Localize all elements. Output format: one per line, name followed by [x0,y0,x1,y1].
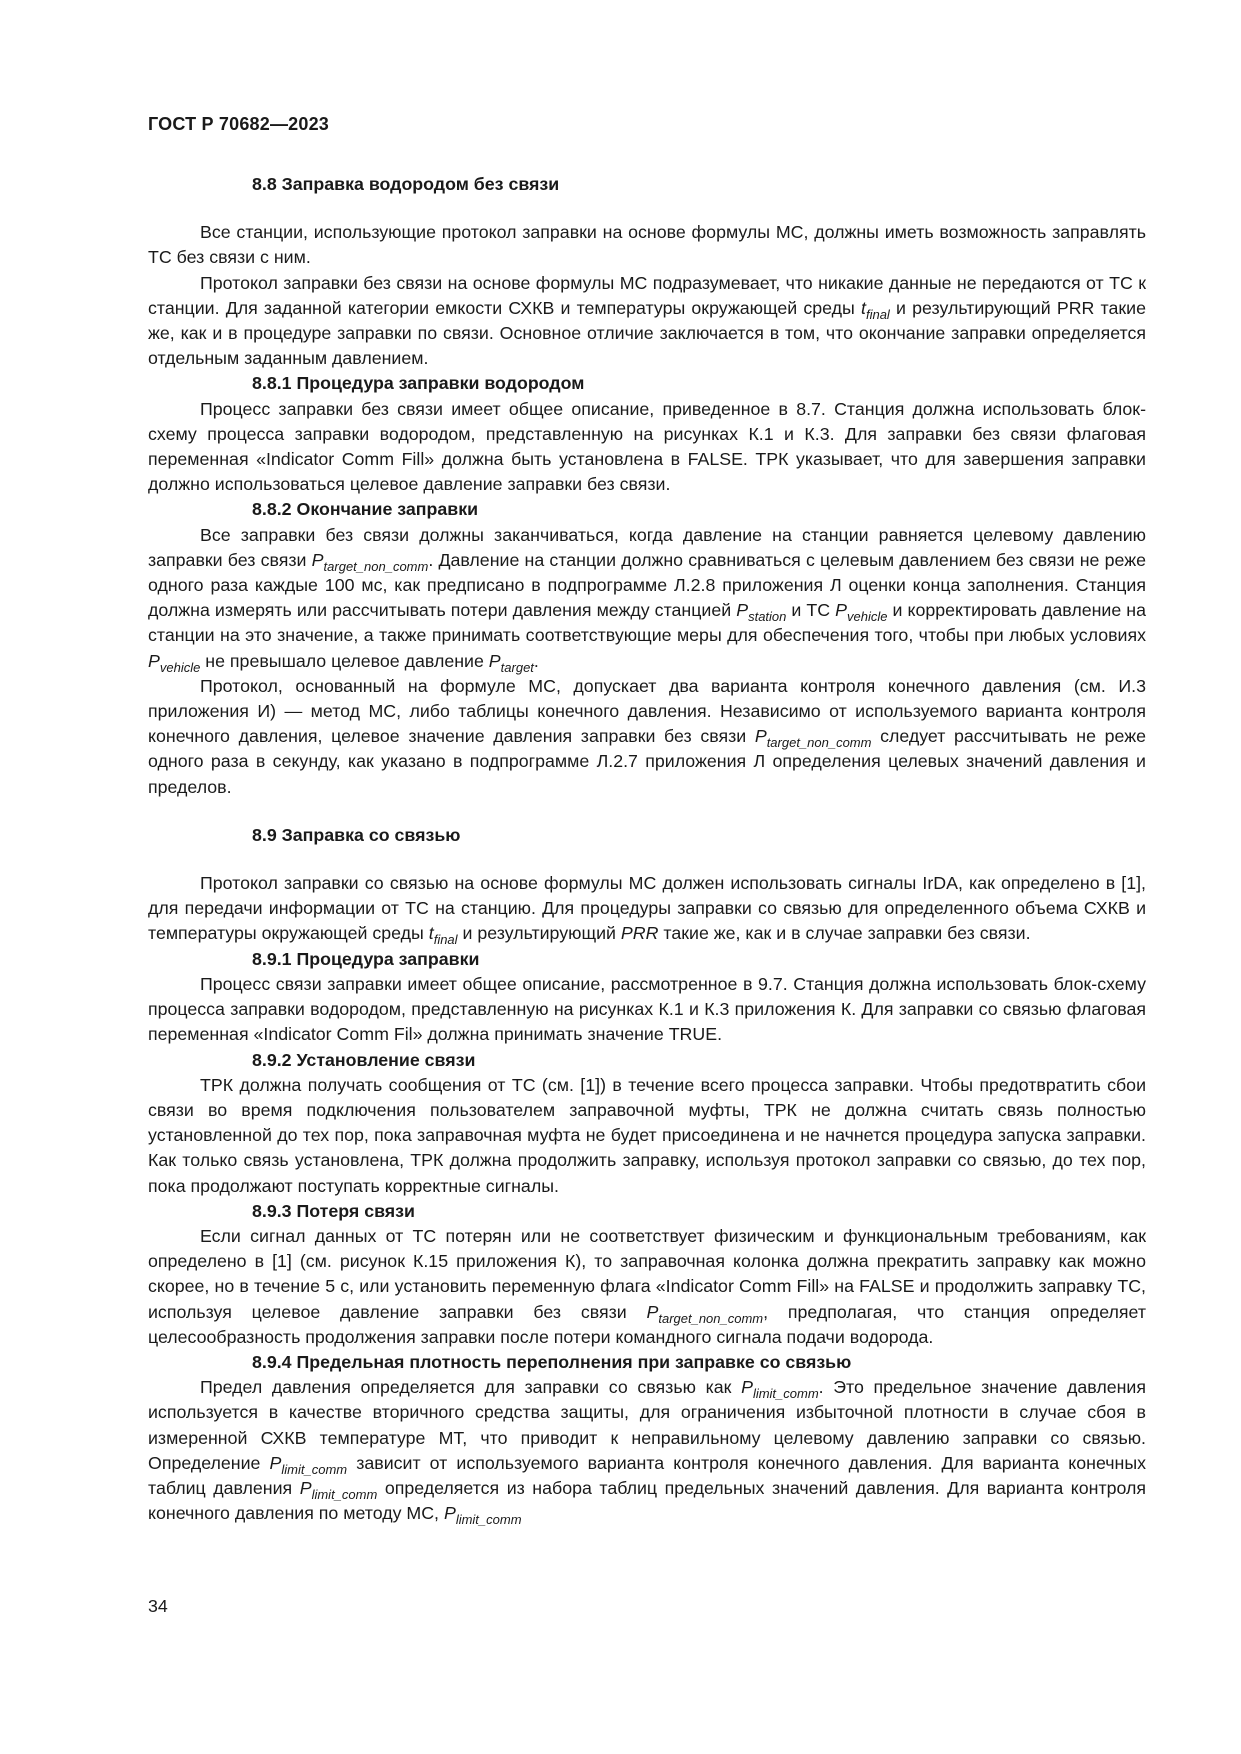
page-number: 34 [148,1596,168,1616]
paragraph: Протокол заправки без связи на основе формулы МС подразумевает, что никакие данные не передаются от ТС к станции. Для заданной категории емкости СХКВ и температуры окружающей среды $t_{final}$ и результирующий PRR такие же, как и в процедуре заправки по связи. Основное отличие заключается в том, что окончание заправки определяется отдельным заданным давлением. [148,272,1146,369]
section-heading-8-8: 8.8 Заправка водородом без связи [252,174,560,194]
section-heading-8-9-2: 8.9.2 Установление связи [252,1049,476,1070]
paragraph: ТРК должна получать сообщения от ТС (см. [1]) в течение всего процесса заправки. Чтобы предотвратить сбои связи во время подключения пользователем заправочной муфты, ТРК не должна считать связь полностью установленной до тех пор, пока заправочная муфта не будет присоединена и не начнется процедура запуска заправки. Как только связь установлена, ТРК должна продолжить заправку, используя протокол заправки со связью, до тех пор, пока продолжают поступать корректные сигналы. [148,1074,1146,1196]
paragraph: Протокол, основанный на формуле МС, допускает два варианта контроля конечного давления (см. И.3 приложения И) — метод МС, либо таблицы конечного давления. Независимо от используемого варианта контроля конечного давления, целевое значение давления заправки без связи $P_{target\_non\_comm}$ следует рассчитывать не реже одного раза в секунду, как указано в подпрограмме Л.2.7 приложения Л определения целевых значений давления и пределов. [148,675,1146,797]
section-heading-8-9-3: 8.9.3 Потеря связи [252,1200,415,1221]
paragraph: Если сигнал данных от ТС потерян или не соответствует физическим и функциональным требованиям, как определено в [1] (см. рисунок К.15 приложения К), то заправочная колонка должна прекратить заправку как можно скорее, но в течение 5 с, или установить переменную флага «Indicator Comm Fill» на FALSE и продолжить заправку ТС, используя целевое давление заправки без связи $P_{target\_non\_comm}$, предполагая, что станция определяет целесообразность продолжения заправки после потери командного сигнала подачи водорода. [148,1225,1146,1347]
paragraph: Протокол заправки со связью на основе формулы МС должен использовать сигналы IrDA, как определено в [1], для передачи информации от ТС на станцию. Для процедуры заправки со связью для определенного объема СХКВ и температуры окружающей среды $t_{final}$ и результирующий PRR такие же, как и в случае заправки без связи. [148,873,1146,948]
paragraph: Процесс связи заправки имеет общее описание, рассмотренное в 9.7. Станция должна использовать блок-схему процесса заправки водородом, представленную на рисунках К.1 и К.3 приложения К. Для заправки со связью флаговая переменная «Indicator Comm Fil» должна принимать значение TRUE. [148,973,1146,1045]
paragraph: Процесс заправки без связи имеет общее описание, приведенное в 8.7. Станция должна использовать блок-схему процесса заправки водородом, представленную на рисунках К.1 и К.3. Для заправки без связи флаговая переменная «Indicator Comm Fill» должна быть установлена в FALSE. ТРК указывает, что для завершения заправки должно использоваться целевое давление заправки без связи. [148,398,1146,495]
section-heading-8-8-1: 8.8.1 Процедура заправки водородом [252,373,585,394]
paragraph: Предел давления определяется для заправки со связью как $P_{limit\_comm}$. Это предельное значение давления используется в качестве вторичного средства защиты, для ограничения избыточной плотности в случае сбоя в измеренной СХКВ температуре МТ, что приводит к неправильному целевому давлению заправки со связью. Определение $P_{limit\_comm}$ зависит от используемого варианта контроля конечного давления. Для варианта конечных таблиц давления $P_{limit\_comm}$ определяется из набора таблиц предельных значений давления. Для варианта контроля конечного давления по методу МС, $P_{limit\_comm}$ [148,1377,1146,1528]
section-heading-8-9: 8.9 Заправка со связью [252,824,461,845]
paragraph: Все заправки без связи должны заканчиваться, когда давление на станции равняется целевому давлению заправки без связи $P_{target\_non\_comm}$. Давление на станции должно сравниваться с целевым давлением без связи не реже одного раза каждые 100 мс, как предписано в подпрограмме Л.2.8 приложения Л оценки конца заполнения. Станция должна измерять или рассчитывать потери давления между станцией $P_{station}$ и ТС $P_{vehicle}$ и корректировать давление на станции на это значение, а также принимать соответствующие меры для обеспечения того, чтобы при любых условиях $P_{vehicle}$ не превышало целевое давление $P_{target}$. [148,524,1146,675]
section-heading-8-9-4: 8.9.4 Предельная плотность переполнения при заправке со связью [252,1351,852,1372]
document-header: ГОСТ Р 70682—2023 [148,114,330,134]
paragraph: Все станции, использующие протокол заправки на основе формулы МС, должны иметь возможность заправлять ТС без связи с ним. [148,222,1146,268]
page-content [148,172,1146,1526]
section-heading-8-9-1: 8.9.1 Процедура заправки [252,948,480,969]
section-heading-8-8-2: 8.8.2 Окончание заправки [252,499,479,520]
